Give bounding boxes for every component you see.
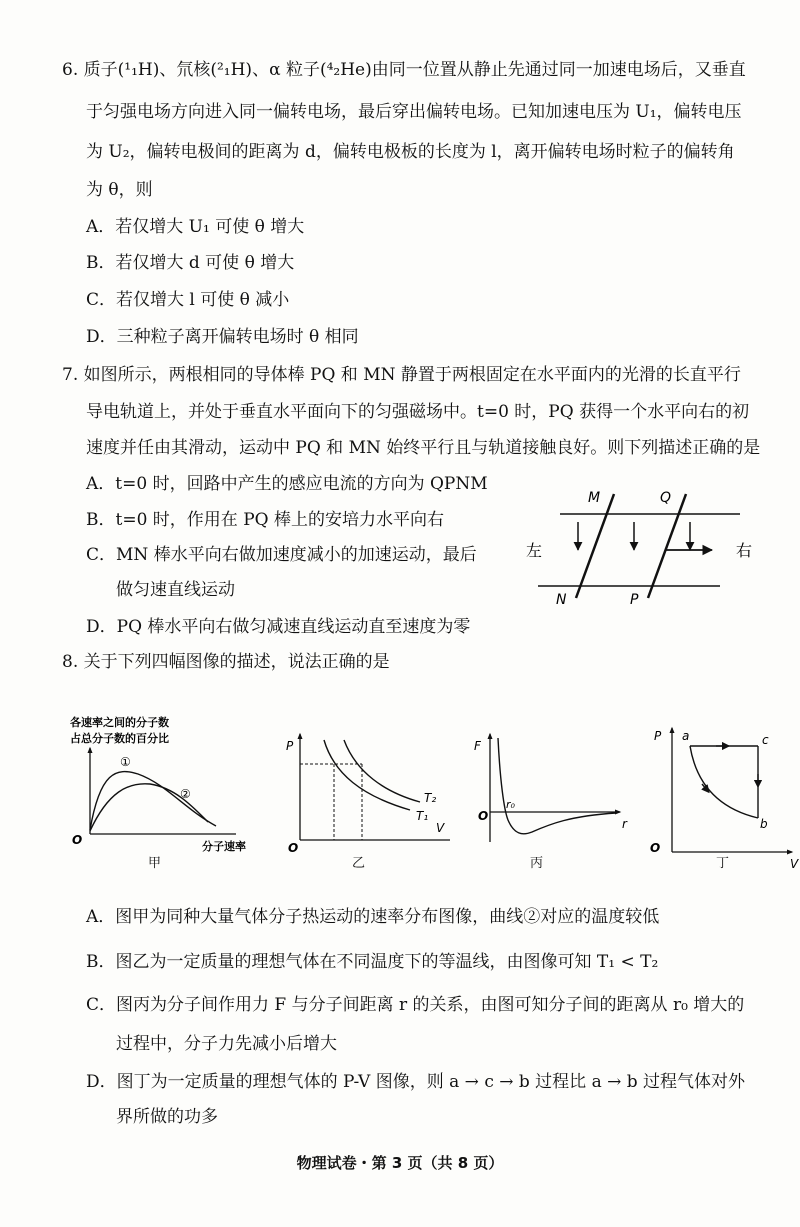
q6-stem-line-2: 于匀强电场方向进入同一偏转电场，最后穿出偏转电场。已知加速电压为 U₁，偏转电压 <box>86 102 742 122</box>
rod-pq <box>648 494 686 598</box>
q7-stem-line-1: 7. 如图所示，两根相同的导体棒 PQ 和 MN 静置于两根固定在水平面内的光滑的长直平行 <box>62 365 741 385</box>
label-p: P <box>630 592 639 608</box>
yi-t1: T₁ <box>416 809 429 823</box>
q7-option-c: C．MN 棒水平向右做加速度减小的加速运动，最后 <box>86 545 477 565</box>
figure-jia <box>66 712 266 862</box>
yi-t2: T₂ <box>424 791 437 805</box>
ding-ylabel: P <box>654 729 662 743</box>
q8-option-d: D．图丁为一定质量的理想气体的 P-V 图像，则 a → c → b 过程比 a → b 过程气体对外 <box>86 1072 746 1092</box>
jia-origin: O <box>72 833 83 847</box>
jia-ylabel-1: 各速率之间的分子数 <box>70 716 169 729</box>
q7-stem-line-2: 导电轨道上，并处于垂直水平面向下的匀强磁场中。t=0 时，PQ 获得一个水平向右的初 <box>86 402 750 422</box>
bing-xlabel: r <box>622 817 627 831</box>
q8-stem: 8. 关于下列四幅图像的描述，说法正确的是 <box>62 652 390 672</box>
q7-option-a: A．t=0 时，回路中产生的感应电流的方向为 QPNM <box>86 474 488 494</box>
bing-force-curve <box>498 738 616 834</box>
jia-curve-2-label: ② <box>180 787 191 801</box>
ding-c: c <box>762 733 769 747</box>
figure-bing <box>470 730 640 850</box>
jia-curve-1-label: ① <box>120 755 131 769</box>
label-m: M <box>588 490 601 506</box>
ding-origin: O <box>650 841 661 855</box>
page-footer: 物理试卷・第 3 页（共 8 页） <box>296 1154 504 1172</box>
figure-ding <box>640 722 800 872</box>
bing-ylabel: F <box>474 739 481 753</box>
ding-b: b <box>760 817 768 831</box>
q7-rails-figure <box>520 480 780 610</box>
ding-path-a-b <box>690 746 758 818</box>
q8-option-d-cont: 界所做的功多 <box>116 1107 218 1127</box>
q6-option-c: C．若仅增大 l 可使 θ 减小 <box>86 290 290 310</box>
figure-yi <box>280 728 460 858</box>
rod-mn <box>576 494 614 598</box>
q8-option-c-cont: 过程中，分子力先减小后增大 <box>116 1034 337 1054</box>
caption-bing: 丙 <box>530 856 544 871</box>
caption-yi: 乙 <box>352 856 366 871</box>
q8-option-b: B．图乙为一定质量的理想气体在不同温度下的等温线，由图像可知 T₁ < T₂ <box>86 952 659 972</box>
label-right: 右 <box>736 541 753 560</box>
yi-isotherm-t2 <box>344 740 420 802</box>
q6-stem-line-4: 为 θ，则 <box>86 180 153 200</box>
ding-a: a <box>682 729 690 743</box>
caption-ding: 丁 <box>716 856 730 871</box>
q8-option-c: C．图丙为分子间作用力 F 与分子间距离 r 的关系，由图可知分子间的距离从 r₀ 增大的 <box>86 995 745 1015</box>
bing-origin: O <box>478 809 489 823</box>
yi-xlabel: V <box>436 821 445 835</box>
q6-stem-line-1: 6. 质子(¹₁H)、氘核(²₁H)、α 粒子(⁴₂He)由同一位置从静止先通过同一加速电场后，又垂直 <box>62 60 746 80</box>
q6-option-a: A．若仅增大 U₁ 可使 θ 增大 <box>86 217 305 237</box>
label-n: N <box>556 592 567 608</box>
ding-xlabel: V <box>790 857 799 871</box>
q6-option-d: D．三种粒子离开偏转电场时 θ 相同 <box>86 327 359 347</box>
label-left: 左 <box>526 541 543 560</box>
q7-option-c-cont: 做匀速直线运动 <box>116 580 235 600</box>
yi-ylabel: P <box>286 739 294 753</box>
q6-option-b: B．若仅增大 d 可使 θ 增大 <box>86 253 295 273</box>
q7-option-d: D．PQ 棒水平向右做匀减速直线运动直至速度为零 <box>86 617 471 637</box>
q8-option-a: A．图甲为同种大量气体分子热运动的速率分布图像，曲线②对应的温度较低 <box>86 907 660 927</box>
jia-xlabel: 分子速率 <box>202 840 246 853</box>
bing-r0: r₀ <box>506 798 515 811</box>
label-q: Q <box>660 490 672 506</box>
q7-option-b: B．t=0 时，作用在 PQ 棒上的安培力水平向右 <box>86 510 444 530</box>
yi-origin: O <box>288 841 299 855</box>
q7-stem-line-3: 速度并任由其滑动，运动中 PQ 和 MN 始终平行且与轨道接触良好。则下列描述正确的是 <box>86 438 761 458</box>
jia-ylabel-2: 占总分子数的百分比 <box>70 732 169 745</box>
caption-jia: 甲 <box>148 856 162 871</box>
q6-stem-line-3: 为 U₂，偏转电极间的距离为 d，偏转电极板的长度为 l，离开偏转电场时粒子的偏转角 <box>86 142 735 162</box>
